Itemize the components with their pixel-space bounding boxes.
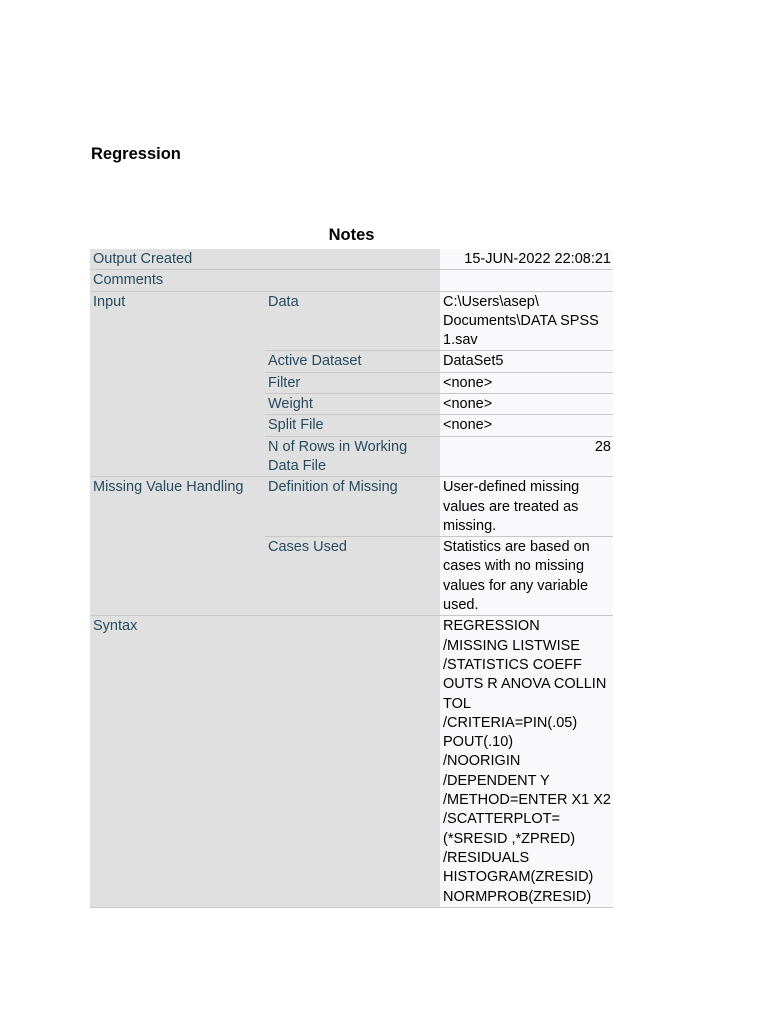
active-dataset-value: DataSet5 (440, 351, 613, 372)
table-row (90, 249, 613, 270)
comments-value (440, 270, 613, 291)
definition-of-missing-value: User-defined missing values are treated as missing. (440, 477, 613, 537)
syntax-line: /METHOD=ENTER X1 X2 (443, 792, 611, 809)
syntax-line: /RESIDUALS HISTOGRAM(ZRESID) NORMPROB(ZRESID) (443, 849, 594, 905)
syntax-line: /STATISTICS COEFF OUTS R ANOVA COLLIN TOL (443, 656, 607, 712)
row-label-filter: Filter (265, 372, 440, 393)
section-heading: Regression (91, 145, 181, 163)
syntax-line: REGRESSION (443, 618, 540, 635)
filter-value: <none> (440, 372, 613, 393)
row-label-input: Input (90, 291, 265, 477)
row-label-definition-of-missing: Definition of Missing (265, 477, 440, 537)
row-label-n-rows: N of Rows in Working Data File (265, 436, 440, 477)
row-label-cases-used: Cases Used (265, 537, 440, 616)
syntax-line: /CRITERIA=PIN(.05) POUT(.10) (443, 714, 578, 751)
notes-table (90, 249, 613, 908)
cases-used-value: Statistics are based on cases with no missing values for any variable used. (440, 537, 613, 616)
syntax-line: /NOORIGIN (443, 753, 521, 770)
row-label-weight: Weight (265, 394, 440, 415)
row-label-missing-value-handling: Missing Value Handling (90, 477, 265, 616)
row-label-data: Data (265, 291, 440, 351)
table-row (90, 291, 613, 351)
syntax-line: /SCATTERPLOT=(*SRESID ,*ZPRED) (443, 811, 576, 847)
row-label-split-file: Split File (265, 415, 440, 436)
syntax-line: /MISSING LISTWISE (443, 637, 580, 654)
table-row (90, 270, 613, 291)
row-label-active-dataset: Active Dataset (265, 351, 440, 372)
table-row (90, 477, 613, 537)
syntax-line: /DEPENDENT Y (443, 772, 550, 789)
split-file-value: <none> (440, 415, 613, 436)
output-created-value: 15-JUN-2022 22:08:21 (440, 249, 613, 270)
row-label-syntax: Syntax (90, 616, 440, 907)
table-title: Notes (328, 226, 375, 244)
syntax-value (440, 616, 613, 907)
data-value: C:\Users\asep\ Documents\DATA SPSS 1.sav (440, 291, 613, 351)
weight-value: <none> (440, 394, 613, 415)
row-label-output-created: Output Created (90, 249, 440, 270)
table-row (90, 616, 613, 907)
n-rows-value: 28 (440, 436, 613, 477)
row-label-comments: Comments (90, 270, 440, 291)
